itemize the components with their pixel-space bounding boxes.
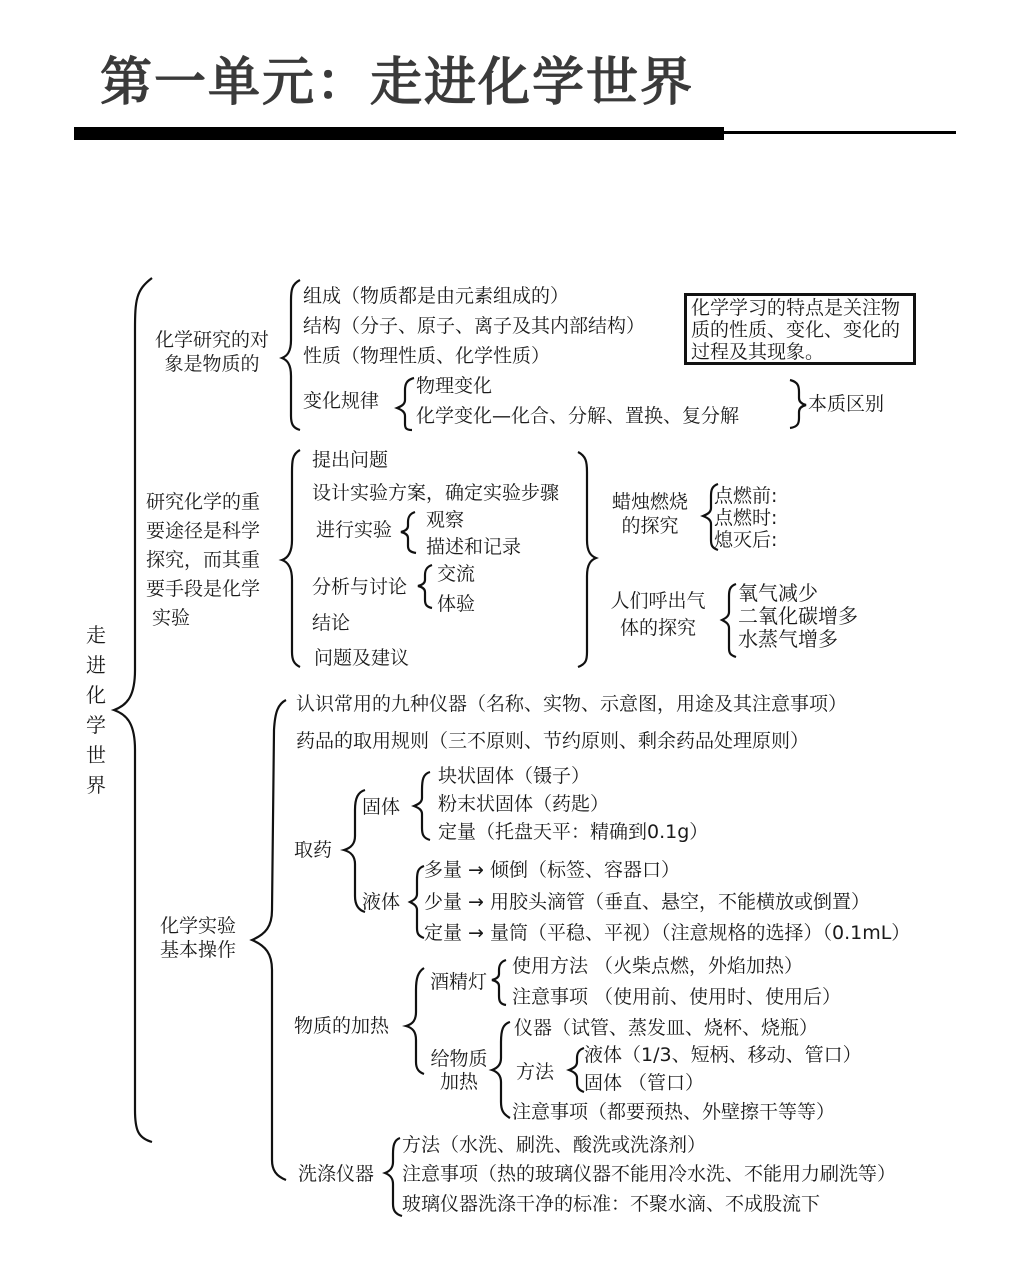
label-line: 给物质: [430, 1048, 488, 1070]
lamp-item: 使用方法 （火柴点燃，外焰加热）: [512, 955, 804, 977]
step-design: 设计实验方案，确定实验步骤: [312, 482, 560, 504]
root-label: [84, 620, 108, 800]
liquid-item: 少量 → 用胶头滴管（垂直、悬空，不能横放或倒置）: [424, 891, 871, 913]
solid-item: 定量（托盘天平：精确到0.1g）: [438, 821, 709, 843]
root-char: 世: [86, 743, 106, 767]
change-rule-item: 化学变化—化合、分解、置换、复分解: [416, 405, 740, 427]
method-label: 方法: [516, 1061, 555, 1083]
label-line: 人们呼出气: [610, 590, 706, 612]
experiment-item: 观察: [426, 509, 465, 531]
candle-item: 熄灭后:: [714, 529, 778, 551]
washing-item: 注意事项（热的玻璃仪器不能用冷水洗、不能用力刷洗等）: [402, 1163, 897, 1185]
step-analysis-label: 分析与讨论: [312, 576, 408, 598]
breath-label: [598, 588, 718, 642]
label-line: 基本操作: [159, 939, 236, 961]
heat-notes: 注意事项（都要预热、外壁擦干等等）: [512, 1101, 836, 1123]
label-line: 体的探究: [619, 617, 696, 639]
object-item: 组成（物质都是由元素组成的）: [303, 285, 570, 307]
root-char: 走: [86, 623, 106, 647]
section-operations-label: [150, 914, 246, 962]
label-line: 研究化学的重: [146, 491, 261, 513]
study-feature-callout: 化学学习的特点是关注物质的性质、变化、变化的过程及其现象。: [684, 293, 916, 365]
label-line: 象是物质的: [164, 353, 260, 375]
candle-label: [600, 490, 700, 538]
taking-label: 取药: [294, 839, 333, 861]
washing-item: 玻璃仪器洗涤干净的标准：不聚水滴、不成股流下: [402, 1193, 821, 1215]
breath-item: 水蒸气增多: [738, 627, 838, 651]
label-line: 要手段是化学: [146, 578, 261, 600]
label-line: 实验: [152, 607, 191, 629]
liquid-label: 液体: [362, 891, 401, 913]
root-char: 进: [86, 653, 106, 677]
solid-item: 粉末状固体（药匙）: [438, 793, 610, 815]
method-item: 固体 （管口）: [584, 1072, 705, 1094]
label-line: 化学研究的对: [154, 329, 269, 351]
root-char: 学: [86, 713, 106, 737]
section-inquiry-label: [146, 488, 260, 633]
breath-items: [738, 582, 858, 651]
washing-label: 洗涤仪器: [298, 1163, 375, 1185]
candle-items: [714, 485, 777, 551]
breath-item: 氧气减少: [738, 581, 818, 605]
candle-item: 点燃前:: [714, 485, 778, 507]
root-char: 界: [86, 773, 106, 797]
washing-item: 方法（水洗、刷洗、酸洗或洗涤剂）: [402, 1134, 707, 1156]
label-line: 探究，而其重: [146, 549, 261, 571]
object-item: 性质（物理性质、化学性质）: [303, 345, 551, 367]
essential-difference-note: 本质区别: [808, 393, 885, 415]
instruments-item: 认识常用的九种仪器（名称、实物、示意图，用途及其注意事项）: [296, 693, 848, 715]
step-experiment-label: 进行实验: [316, 519, 393, 541]
change-rule-item: 物理变化: [416, 375, 493, 397]
liquid-item: 定量 → 量筒（平稳、平视）（注意规格的选择）（0.1mL）: [424, 922, 911, 944]
analysis-item: 交流: [437, 563, 476, 585]
solid-label: 固体: [362, 796, 401, 818]
step-conclusion: 结论: [312, 612, 351, 634]
analysis-item: 体验: [437, 593, 476, 615]
label-line: 加热: [439, 1071, 478, 1093]
lamp-label: 酒精灯: [430, 971, 488, 993]
change-rule-label: 变化规律: [303, 390, 380, 412]
label-line: 化学实验: [159, 915, 236, 937]
step-suggestion: 问题及建议: [314, 647, 410, 669]
lamp-item: 注意事项 （使用前、使用时、使用后）: [512, 986, 842, 1008]
experiment-item: 描述和记录: [426, 536, 522, 558]
page-title: 第一单元：走进化学世界: [100, 53, 695, 113]
candle-item: 点燃时:: [714, 507, 778, 529]
rules-item: 药品的取用规则（三不原则、节约原则、剩余药品处理原则）: [296, 730, 810, 752]
breath-item: 二氧化碳增多: [738, 604, 858, 628]
label-line: 的探究: [621, 515, 679, 537]
method-item: 液体（1/3、短柄、移动、管口）: [584, 1044, 862, 1066]
liquid-item: 多量 → 倾倒（标签、容器口）: [424, 859, 680, 881]
root-char: 化: [86, 683, 106, 707]
heat-instruments: 仪器（试管、蒸发皿、烧杯、烧瓶）: [514, 1017, 819, 1039]
solid-item: 块状固体（镊子）: [438, 765, 591, 787]
object-item: 结构（分子、原子、离子及其内部结构）: [303, 315, 646, 337]
step-ask: 提出问题: [312, 449, 389, 471]
heating-label: 物质的加热: [294, 1015, 390, 1037]
label-line: 蜡烛燃烧: [611, 491, 688, 513]
section-object-label: [148, 328, 276, 376]
heat-substance-label: [422, 1048, 496, 1094]
label-line: 要途径是科学: [146, 520, 261, 542]
